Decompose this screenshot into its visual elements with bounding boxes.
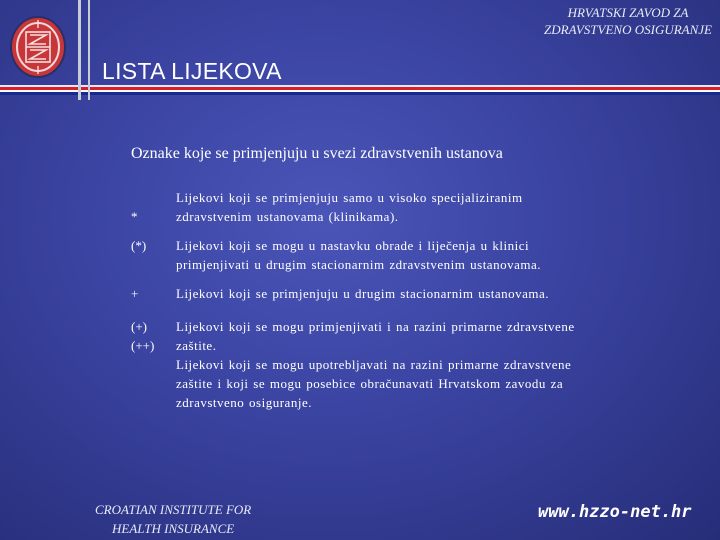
org-name-line2: ZDRAVSTVENO OSIGURANJE (544, 22, 712, 37)
legend-symbol-secondary: (++) (131, 338, 155, 353)
org-name-line1: HRVATSKI ZAVOD ZA (567, 5, 689, 20)
hzzo-emblem-icon (8, 14, 68, 80)
legend-item (131, 236, 601, 274)
legend-item (131, 284, 601, 303)
header-divider-right (88, 0, 90, 100)
legend-text-secondary: Lijekovi koji se mogu upotrebljavati na razini primarne zdravstvene zaštite i koji se mogu posebice obračunavati Hrvatskom zavodu za zdravstveno osiguranje. (176, 357, 572, 410)
legend-list (131, 188, 601, 420)
legend-symbol: (*) (131, 238, 147, 253)
legend-item (131, 317, 601, 412)
website-link[interactable]: www.hzzo-net.hr (538, 502, 692, 522)
org-name-en-line2: HEALTH INSURANCE (112, 521, 235, 536)
section-subtitle: Oznake koje se primjenjuju u svezi zdravstvenih ustanova (131, 145, 503, 162)
legend-text: Lijekovi koji se primjenjuju u drugim stacionarnim ustanovama. (176, 286, 550, 301)
page-title: LISTA LIJEKOVA (102, 58, 282, 84)
legend-symbol: + (131, 286, 139, 301)
org-name-header (544, 4, 712, 38)
legend-symbol: (+) (131, 319, 147, 334)
org-name-en-line1: CROATIAN INSTITUTE FOR (95, 502, 252, 517)
legend-text: Lijekovi koji se mogu primjenjivati i na razini primarne zdravstvene zaštite. (176, 319, 575, 353)
legend-item (131, 188, 601, 226)
legend-text: Lijekovi koji se mogu u nastavku obrade i liječenja u klinici primjenjivati u drugim stacionarnim zdravstvenim ustanovama. (176, 238, 541, 272)
legend-text: Lijekovi koji se primjenjuju samo u visoko specijaliziranim zdravstvenim ustanovama (klinikama). (176, 190, 523, 224)
legend-symbol: * (131, 209, 138, 224)
header-divider-left (78, 0, 81, 100)
org-name-footer (95, 500, 251, 538)
